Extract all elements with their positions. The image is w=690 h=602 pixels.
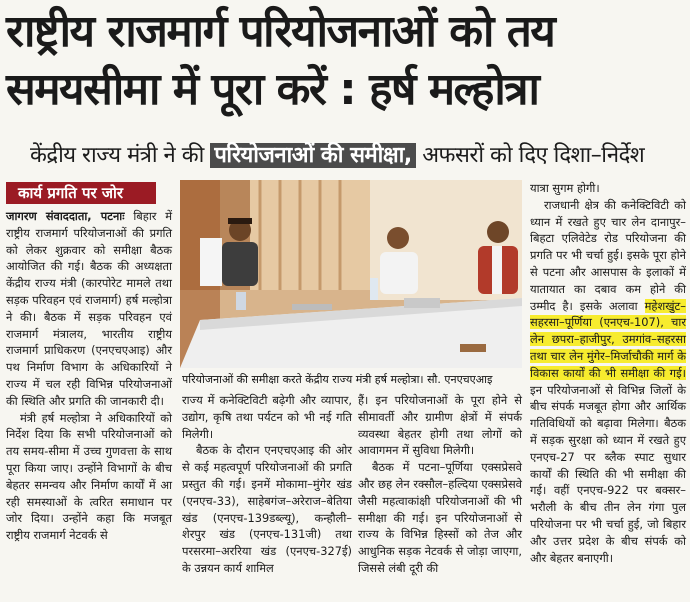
- column-1-text-1: बिहार में राष्ट्रीय राजमार्ग परियोजनाओं की प्रगति को लेकर शुक्रवार को समीक्षा बैठक आयोजित की गई। बैठक की अध्यक्षता केंद्रीय राज्य मंत्री (कारपोरेट मामले तथा सड़क परिवहन एवं राजमार्ग) हर्ष मल्होत्रा ने की। बैठक में सड़क परिवहन एवं राजमार्ग मंत्रालय, भारतीय राष्ट्रीय राजमार्ग प्राधिकरण (एनएचएआइ) और पथ निर्माण विभाग के अधिकारियों ने राज्य में चल रही विभिन्न परियोजनाओं की स्थिति और प्रगति की जानकारी दी।: [6, 209, 173, 408]
- column-4-para-2: [530, 197, 686, 567]
- column-1-para-1: [6, 208, 172, 410]
- photo-caption: परियोजनाओं की समीक्षा करते केंद्रीय राज्य मंत्री हर्ष मल्होत्रा। सौ. एनएचएआइ: [182, 373, 493, 386]
- column-4-para-1: यात्रा सुगम होगी।: [530, 181, 600, 195]
- column-4-text-a: राजधानी क्षेत्र की कनेक्टिविटी को ध्यान में रखते हुए चार लेन दानापुर–बिहटा एलिवेटेड रोड परियोजना की प्रगति पर भी चर्चा हुई। इसके पूरा होने से पटना और आसपास के इलाकों में यातायात का दबाव कम होने की उम्मीद है। इसके अलावा: [530, 197, 686, 313]
- column-1: [6, 208, 172, 544]
- subhead-pre: केंद्रीय राज्य मंत्री ने की: [30, 143, 204, 168]
- column-2-para-2: बैठक के दौरान एनएचएआइ की ओर से कई महत्वपूर्ण परियोजनाओं की प्रगति प्रस्तुत की गई। इनमें मोकामा–मुंगेर खंड (एनएच-33), साहेबगंज–अरेराज–बेतिया खंड (एनएच-139डब्ल्यू), कन्हौली–शेरपुर खंड (एनएच-131जी) तथा परसरमा–अररिया खंड (एनएच-327ई) के उन्नयन कार्य शामिल: [182, 443, 352, 575]
- column-2: [182, 392, 352, 577]
- subheadline: [30, 140, 644, 172]
- byline: जागरण संवाददाता, पटनाः: [6, 209, 125, 223]
- column-2-para-1: राज्य में कनेक्टिविटी बढ़ेगी और व्यापार, उद्योग, कृषि तथा पर्यटन को भी नई गति मिलेगी।: [182, 393, 352, 441]
- subhead-post: अफसरों को दिए दिशा–निर्देश: [422, 143, 645, 168]
- highlighted-projects: महेशखुंट–सहरसा–पूर्णिया (एनएच-107), चार लेन छपरा–हाजीपुर, उमगांव–सहरसा तथा चार लेन मुंगेर–मिर्जाचौकी मार्ग के विकास कार्यों की भी समीक्षा की गई।: [530, 298, 686, 380]
- column-3-para-1: हैं। इन परियोजनाओं के पूरा होने से सीमावर्ती और ग्रामीण क्षेत्रों में संपर्क व्यवस्था बेहतर होगी तथा लोगों को आवागमन में सुविधा मिलेगी।: [358, 393, 522, 458]
- column-4: [530, 180, 686, 566]
- headline-line-1: राष्ट्रीय राजमार्ग परियोजनाओं को तय: [6, 6, 555, 57]
- column-1-para-2: मंत्री हर्ष मल्होत्रा ने अधिकारियों को निर्देश दिया कि सभी परियोजनाओं को तय समय-सीमा में उच्च गुणवत्ता के साथ पूरा किया जाए। उन्होंने विभागों के बीच बेहतर समन्वय और निर्माण कार्यों में आ रही समस्याओं के त्वरित समाधान पर जोर दिया। उन्होंने कहा कि मजबूत राष्ट्रीय राजमार्ग नेटवर्क से: [6, 410, 172, 543]
- section-tag: कार्य प्रगति पर जोर: [6, 182, 156, 204]
- meeting-photo-illustration: [180, 180, 522, 368]
- column-4-text-b: इन परियोजनाओं से विभिन्न जिलों के बीच संपर्क मजबूत होगा और आर्थिक गतिविधियों को बढ़ावा मिलेगा। बैठक में सड़क सुरक्षा को ध्यान में रखते हुए एनएच-27 पर ब्लैक स्पाट सुधार कार्यों की स्थिति की भी समीक्षा की गई। वहीं एनएच-922 पर बक्सर–भरौली के बीच तीन लेन गंगा पुल परियोजना पर भी चर्चा हुई, जो बिहार और उत्तर प्रदेश के बीच संपर्क को और बेहतर बनाएगी।: [530, 382, 686, 565]
- subhead-highlight: परियोजनाओं की समीक्षा,: [210, 143, 415, 168]
- column-3-para-2: बैठक में पटना–पूर्णिया एक्सप्रेसवे और छह लेन रक्सौल–हल्दिया एक्सप्रेसवे जैसी महत्वाकांक्षी परियोजनाओं की भी समीक्षा की गई। इन परियोजनाओं से राज्य के विभिन्न हिस्सों को तेज और आधुनिक सड़क नेटवर्क से जोड़ा जाएगा, जिससे लंबी दूरी की: [358, 460, 522, 575]
- meeting-photo: [180, 180, 522, 368]
- headline-line-2: समयसीमा में पूरा करें : हर्ष मल्होत्रा: [6, 64, 539, 115]
- column-3: [358, 392, 522, 577]
